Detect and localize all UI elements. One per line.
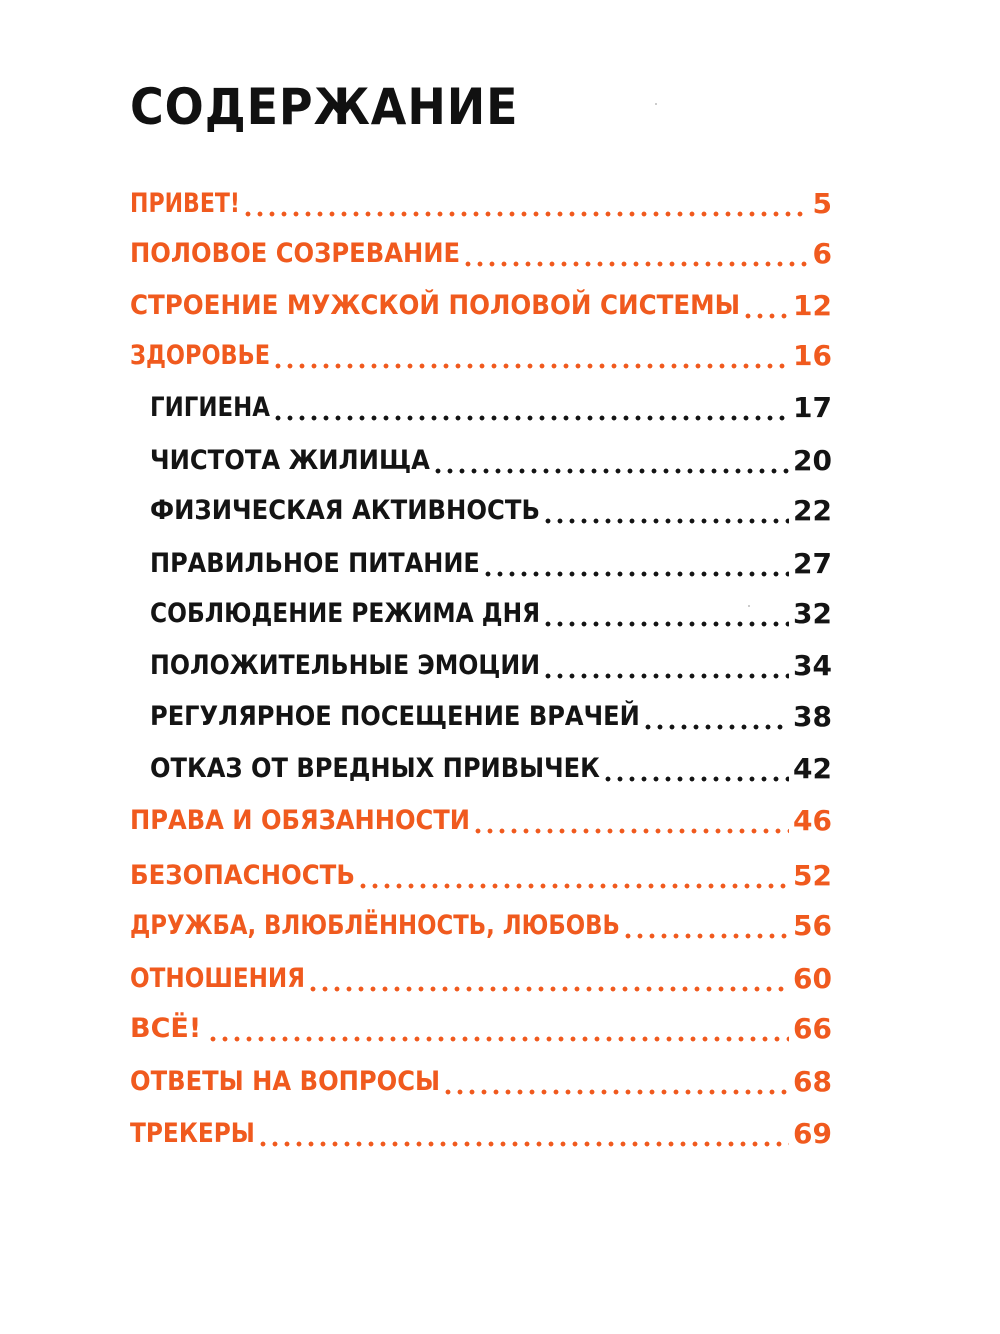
toc-entry-label: ПРАВА И ОБЯЗАННОСТИ (130, 805, 471, 836)
toc-entry-label: ОТНОШЕНИЯ (130, 963, 306, 994)
dot-leader (432, 441, 789, 481)
dot-leader (482, 544, 789, 584)
dot-leader (542, 594, 789, 634)
dot-leader (272, 388, 789, 428)
toc-entry-label: ПОЛОЖИТЕЛЬНЫЕ ЭМОЦИИ (150, 650, 541, 681)
dot-leader (742, 286, 789, 326)
toc-entry-stroenie[interactable] (130, 286, 832, 326)
toc-entry-page-number: 12 (793, 289, 832, 322)
dot-leader (272, 336, 789, 376)
dot-leader (257, 1114, 789, 1154)
toc-entry-page-number: 17 (793, 391, 832, 424)
paper-speck (655, 103, 657, 105)
toc-entry-label: РЕГУЛЯРНОЕ ПОСЕЩЕНИЕ ВРАЧЕЙ (150, 701, 640, 732)
dot-leader (207, 1009, 789, 1049)
toc-entry-page-number: 46 (793, 804, 832, 837)
toc-entry-vse[interactable] (130, 1009, 832, 1049)
dot-leader (642, 697, 789, 737)
toc-entry-page-number: 22 (793, 494, 832, 527)
toc-entry-page-number: 68 (793, 1065, 832, 1098)
dot-leader (307, 959, 789, 999)
dot-leader (602, 749, 789, 789)
toc-entry-page-number: 32 (793, 597, 832, 630)
toc-entry-label: ПРАВИЛЬНОЕ ПИТАНИЕ (150, 548, 480, 579)
toc-entry-otvety[interactable] (130, 1062, 832, 1102)
toc-entry-label: БЕЗОПАСНОСТЬ (130, 860, 355, 891)
toc-entry-bezopasnost[interactable] (130, 856, 832, 896)
toc-entry-otkaz-ot-privychek[interactable] (150, 749, 832, 789)
toc-entry-page-number: 27 (793, 547, 832, 580)
toc-entry-druzhba[interactable] (130, 906, 832, 946)
toc-entry-label: ОТКАЗ ОТ ВРЕДНЫХ ПРИВЫЧЕК (150, 753, 600, 784)
toc-entry-label: ЗДОРОВЬЕ (130, 340, 271, 371)
toc-entry-label: ФИЗИЧЕСКАЯ АКТИВНОСТЬ (150, 495, 540, 526)
toc-entry-gigiena[interactable] (150, 388, 832, 428)
dot-leader (462, 234, 809, 274)
toc-entry-polovoe-sozrevanie[interactable] (130, 234, 832, 274)
toc-entry-poseschenie-vrachey[interactable] (150, 697, 832, 737)
toc-entry-page-number: 20 (793, 444, 832, 477)
toc-entry-page-number: 60 (793, 962, 832, 995)
paper-speck (748, 605, 750, 607)
toc-entry-page-number: 5 (812, 187, 832, 220)
toc-entry-prava-i-obyazannosti[interactable] (130, 801, 832, 841)
toc-entry-rezhim-dnya[interactable] (150, 594, 832, 634)
toc-entry-page-number: 66 (793, 1012, 832, 1045)
toc-entry-label: ПОЛОВОЕ СОЗРЕВАНИЕ (130, 238, 461, 269)
page-title: СОДЕРЖАНИЕ (130, 78, 519, 136)
toc-entry-label: ТРЕКЕРЫ (130, 1118, 255, 1149)
dot-leader (542, 646, 789, 686)
toc-entry-label: СОБЛЮДЕНИЕ РЕЖИМА ДНЯ (150, 598, 541, 629)
toc-entry-page-number: 42 (793, 752, 832, 785)
dot-leader (542, 491, 789, 531)
dot-leader (622, 906, 789, 946)
dot-leader (357, 856, 789, 896)
toc-entry-fizicheskaya-aktivnost[interactable] (150, 491, 832, 531)
toc-entry-privet[interactable] (130, 184, 832, 224)
dot-leader (442, 1062, 789, 1102)
toc-entry-pravilnoe-pitanie[interactable] (150, 544, 832, 584)
toc-entry-label: ВСЁ! (130, 1013, 202, 1044)
toc-entry-polozhitelnye-emocii[interactable] (150, 646, 832, 686)
toc-entry-label: СТРОЕНИЕ МУЖСКОЙ ПОЛОВОЙ СИСТЕМЫ (130, 290, 741, 321)
toc-entry-page-number: 16 (793, 339, 832, 372)
toc-entry-chistota-zhilischa[interactable] (150, 441, 832, 481)
toc-entry-label: ОТВЕТЫ НА ВОПРОСЫ (130, 1066, 441, 1097)
toc-entry-otnosheniya[interactable] (130, 959, 832, 999)
toc-entry-trekery[interactable] (130, 1114, 832, 1154)
toc-entry-page-number: 56 (793, 909, 832, 942)
dot-leader (472, 801, 789, 841)
toc-entry-page-number: 52 (793, 859, 832, 892)
toc-entry-label: ПРИВЕТ! (130, 188, 240, 219)
toc-entry-zdorovye[interactable] (130, 336, 832, 376)
toc-entry-label: ЧИСТОТА ЖИЛИЩА (150, 445, 430, 476)
toc-entry-page-number: 38 (793, 700, 832, 733)
toc-entry-label: ГИГИЕНА (150, 392, 271, 423)
toc-entry-page-number: 69 (793, 1117, 832, 1150)
dot-leader (242, 184, 809, 224)
toc-entry-page-number: 34 (793, 649, 832, 682)
toc-entry-page-number: 6 (812, 237, 832, 270)
toc-entry-label: ДРУЖБА, ВЛЮБЛЁННОСТЬ, ЛЮБОВЬ (130, 910, 620, 941)
